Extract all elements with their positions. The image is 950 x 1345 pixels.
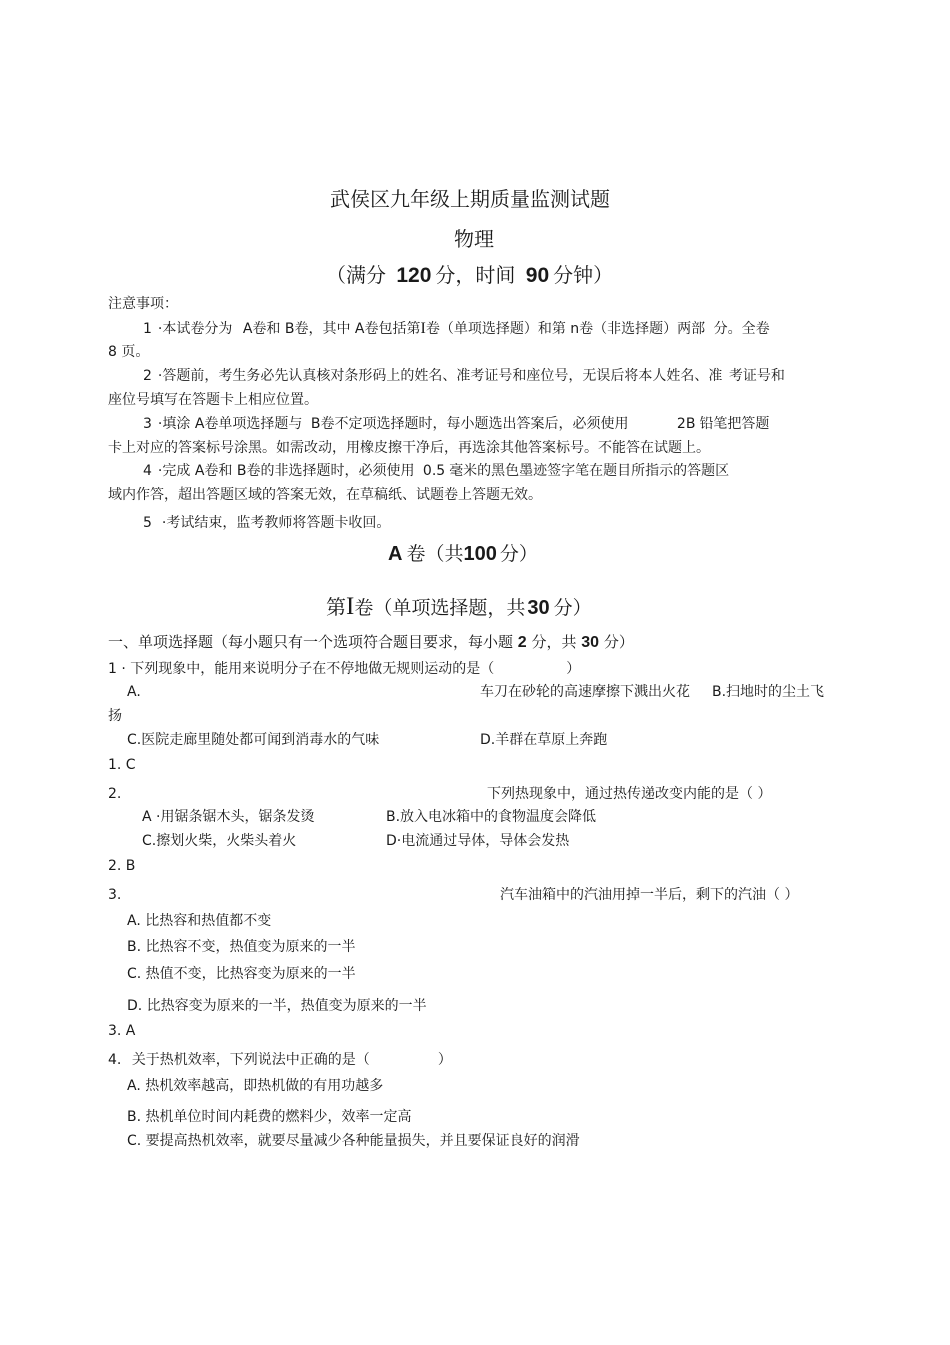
q2-answer: 2. B — [108, 858, 136, 874]
note-text: 考证号和 — [728, 368, 785, 384]
note-text: B — [310, 416, 321, 432]
question-text: ） — [566, 661, 581, 677]
note-text: 卷不定项选择题时，每小题选出答案后，必须使用 — [320, 416, 629, 432]
q4-option-c: C. 要提高热机效率，就要尽量减少各种能量损失，并且要保证良好的润滑 — [127, 1133, 580, 1149]
q2-option-c: C.擦划火柴，火柴头着火 — [142, 833, 297, 849]
q1-option-b: B.扫地时的尘土飞 — [712, 684, 825, 700]
note-number: 3 — [143, 416, 152, 432]
part-text: 第 — [326, 595, 346, 619]
q3-option-d: D. 比热容变为原来的一半，热值变为原来的一半 — [127, 998, 427, 1014]
score-open: （满分 — [326, 263, 386, 287]
note-text: B — [236, 463, 247, 479]
score-close: 分钟） — [553, 263, 614, 287]
part-i-heading — [326, 594, 592, 619]
score-time-line — [326, 265, 613, 286]
note-1-line-1 — [143, 321, 770, 337]
question-3-stem: 汽车油箱中的汽油用掉一半后，剩下的汽油（ ） — [500, 887, 799, 903]
page-count: 8 — [108, 344, 117, 360]
note-text: A — [194, 463, 205, 479]
q3-option-c: C. 热值不变，比热容变为原来的一半 — [127, 966, 356, 982]
note-1-line-2 — [108, 345, 149, 359]
score-mid: 分，时间 — [435, 263, 516, 287]
question-text: 关于热机效率，下列说法中正确的是（ — [131, 1052, 370, 1068]
question-2-stem: 下列热现象中，通过热传递改变内能的是（ ） — [487, 786, 772, 802]
exam-title: 武侯区九年级上期质量监测试题 — [330, 187, 610, 211]
note-5-line-1 — [143, 516, 390, 530]
part-text: 分） — [553, 597, 592, 619]
roman-numeral: I — [420, 320, 426, 337]
instruction-text: 分，共 — [531, 633, 577, 651]
note-3-line-2: 卡上对应的答案标号涂黑。如需改动，用橡皮擦干净后，再选涂其他答案标号。不能答在试题上。 — [108, 440, 710, 456]
note-text: 卷，其中 — [294, 321, 351, 337]
question-number: 4. — [108, 1052, 122, 1068]
q1-option-a-text: 车刀在砂轮的高速摩擦下溅出火花 — [480, 684, 690, 700]
q2-option-d: D·电流通过导体，导体会发热 — [386, 833, 570, 849]
pencil-type: 2B — [676, 416, 696, 432]
note-text: n — [570, 321, 580, 337]
note-text: ·考试结束，监考教师将答题卡收回。 — [161, 515, 391, 531]
note-text: 铅笔把答题 — [699, 416, 770, 432]
section-score: 100 — [463, 543, 497, 565]
note-4-line-1 — [143, 464, 729, 478]
note-text: A — [354, 321, 365, 337]
pen-size: 0.5 — [422, 463, 446, 479]
question-4-stem — [108, 1053, 452, 1067]
question-1-stem — [108, 662, 580, 676]
note-text: A — [194, 416, 205, 432]
section-text: 分） — [499, 543, 538, 565]
note-text: 分。全卷 — [713, 321, 770, 337]
question-2-number: 2. — [108, 786, 122, 802]
q2-option-b: B.放入电冰箱中的食物温度会降低 — [386, 809, 597, 825]
q4-option-a: A. 热机效率越高，即热机做的有用功越多 — [127, 1078, 384, 1094]
q1-option-b-continued: 扬 — [108, 708, 122, 724]
q3-option-b: B. 比热容不变，热值变为原来的一半 — [127, 939, 356, 955]
section-instruction — [108, 635, 634, 651]
roman-numeral: I — [346, 593, 355, 620]
note-text: ·完成 — [157, 463, 191, 479]
note-number: 5 — [143, 515, 152, 531]
q1-option-d: D.羊群在草原上奔跑 — [480, 732, 608, 748]
note-text: ·答题前，考生务必先认真核对条形码上的姓名、准考证号和座位号，无误后将本人姓名、准 — [157, 368, 723, 384]
q1-option-a-label: A. — [127, 684, 141, 700]
q1-option-c: C.医院走廊里随处都可闻到消毒水的气味 — [127, 732, 380, 748]
note-text: A — [242, 321, 253, 337]
note-text: 卷（单项选择题）和第 — [425, 321, 566, 337]
note-text: 卷和 — [204, 463, 233, 479]
q3-answer: 3. A — [108, 1023, 136, 1039]
q2-option-a: A ·用锯条锯木头，锯条发烫 — [142, 809, 315, 825]
instruction-text: 一、单项选择题（每小题只有一个选项符合题目要求，每小题 — [108, 633, 514, 651]
question-number: 1 — [108, 661, 117, 677]
exam-subject: 物理 — [454, 227, 494, 251]
instruction-text: 分） — [603, 633, 634, 651]
note-2-line-2: 座位号填写在答题卡上相应位置。 — [108, 392, 318, 408]
note-number: 2 — [143, 368, 152, 384]
notes-heading: 注意事项： — [108, 296, 178, 312]
note-number: 4 — [143, 463, 152, 479]
note-text: 卷单项选择题与 — [204, 416, 303, 432]
note-3-line-1 — [143, 417, 769, 431]
note-text: 卷包括第 — [364, 321, 421, 337]
note-text: 卷和 — [252, 321, 281, 337]
question-text: · 下列现象中，能用来说明分子在不停地做无规则运动的是（ — [121, 661, 495, 677]
section-a-heading — [388, 544, 538, 564]
note-4-line-2: 域内作答，超出答题区域的答案无效，在草稿纸、试题卷上答题无效。 — [108, 487, 542, 503]
total-score: 30 — [581, 634, 600, 651]
full-score: 120 — [396, 264, 432, 287]
section-text: 卷（共 — [406, 543, 464, 565]
note-text: ·本试卷分为 — [157, 321, 233, 337]
note-2-line-1 — [143, 369, 785, 383]
note-text: ·填涂 — [157, 416, 191, 432]
q3-option-a: A. 比热容和热值都不变 — [127, 913, 272, 929]
note-number: 1 — [143, 321, 152, 337]
note-text: 卷（非选择题）两部 — [579, 321, 706, 337]
section-letter: A — [388, 543, 403, 565]
note-text: 页。 — [121, 344, 150, 360]
q4-option-b: B. 热机单位时间内耗费的燃料少，效率一定高 — [127, 1109, 412, 1125]
part-score: 30 — [527, 597, 550, 619]
part-text: 卷（单项选择题，共 — [354, 597, 526, 619]
question-text: ） — [437, 1052, 452, 1068]
q1-answer: 1. C — [108, 757, 136, 773]
note-text: 毫米的黑色墨迹签字笔在题目所指示的答题区 — [449, 463, 730, 479]
minutes: 90 — [525, 264, 550, 287]
question-3-number: 3. — [108, 887, 122, 903]
per-question-score: 2 — [517, 634, 527, 651]
note-text: 卷的非选择题时，必须使用 — [246, 463, 415, 479]
note-text: B — [284, 321, 295, 337]
